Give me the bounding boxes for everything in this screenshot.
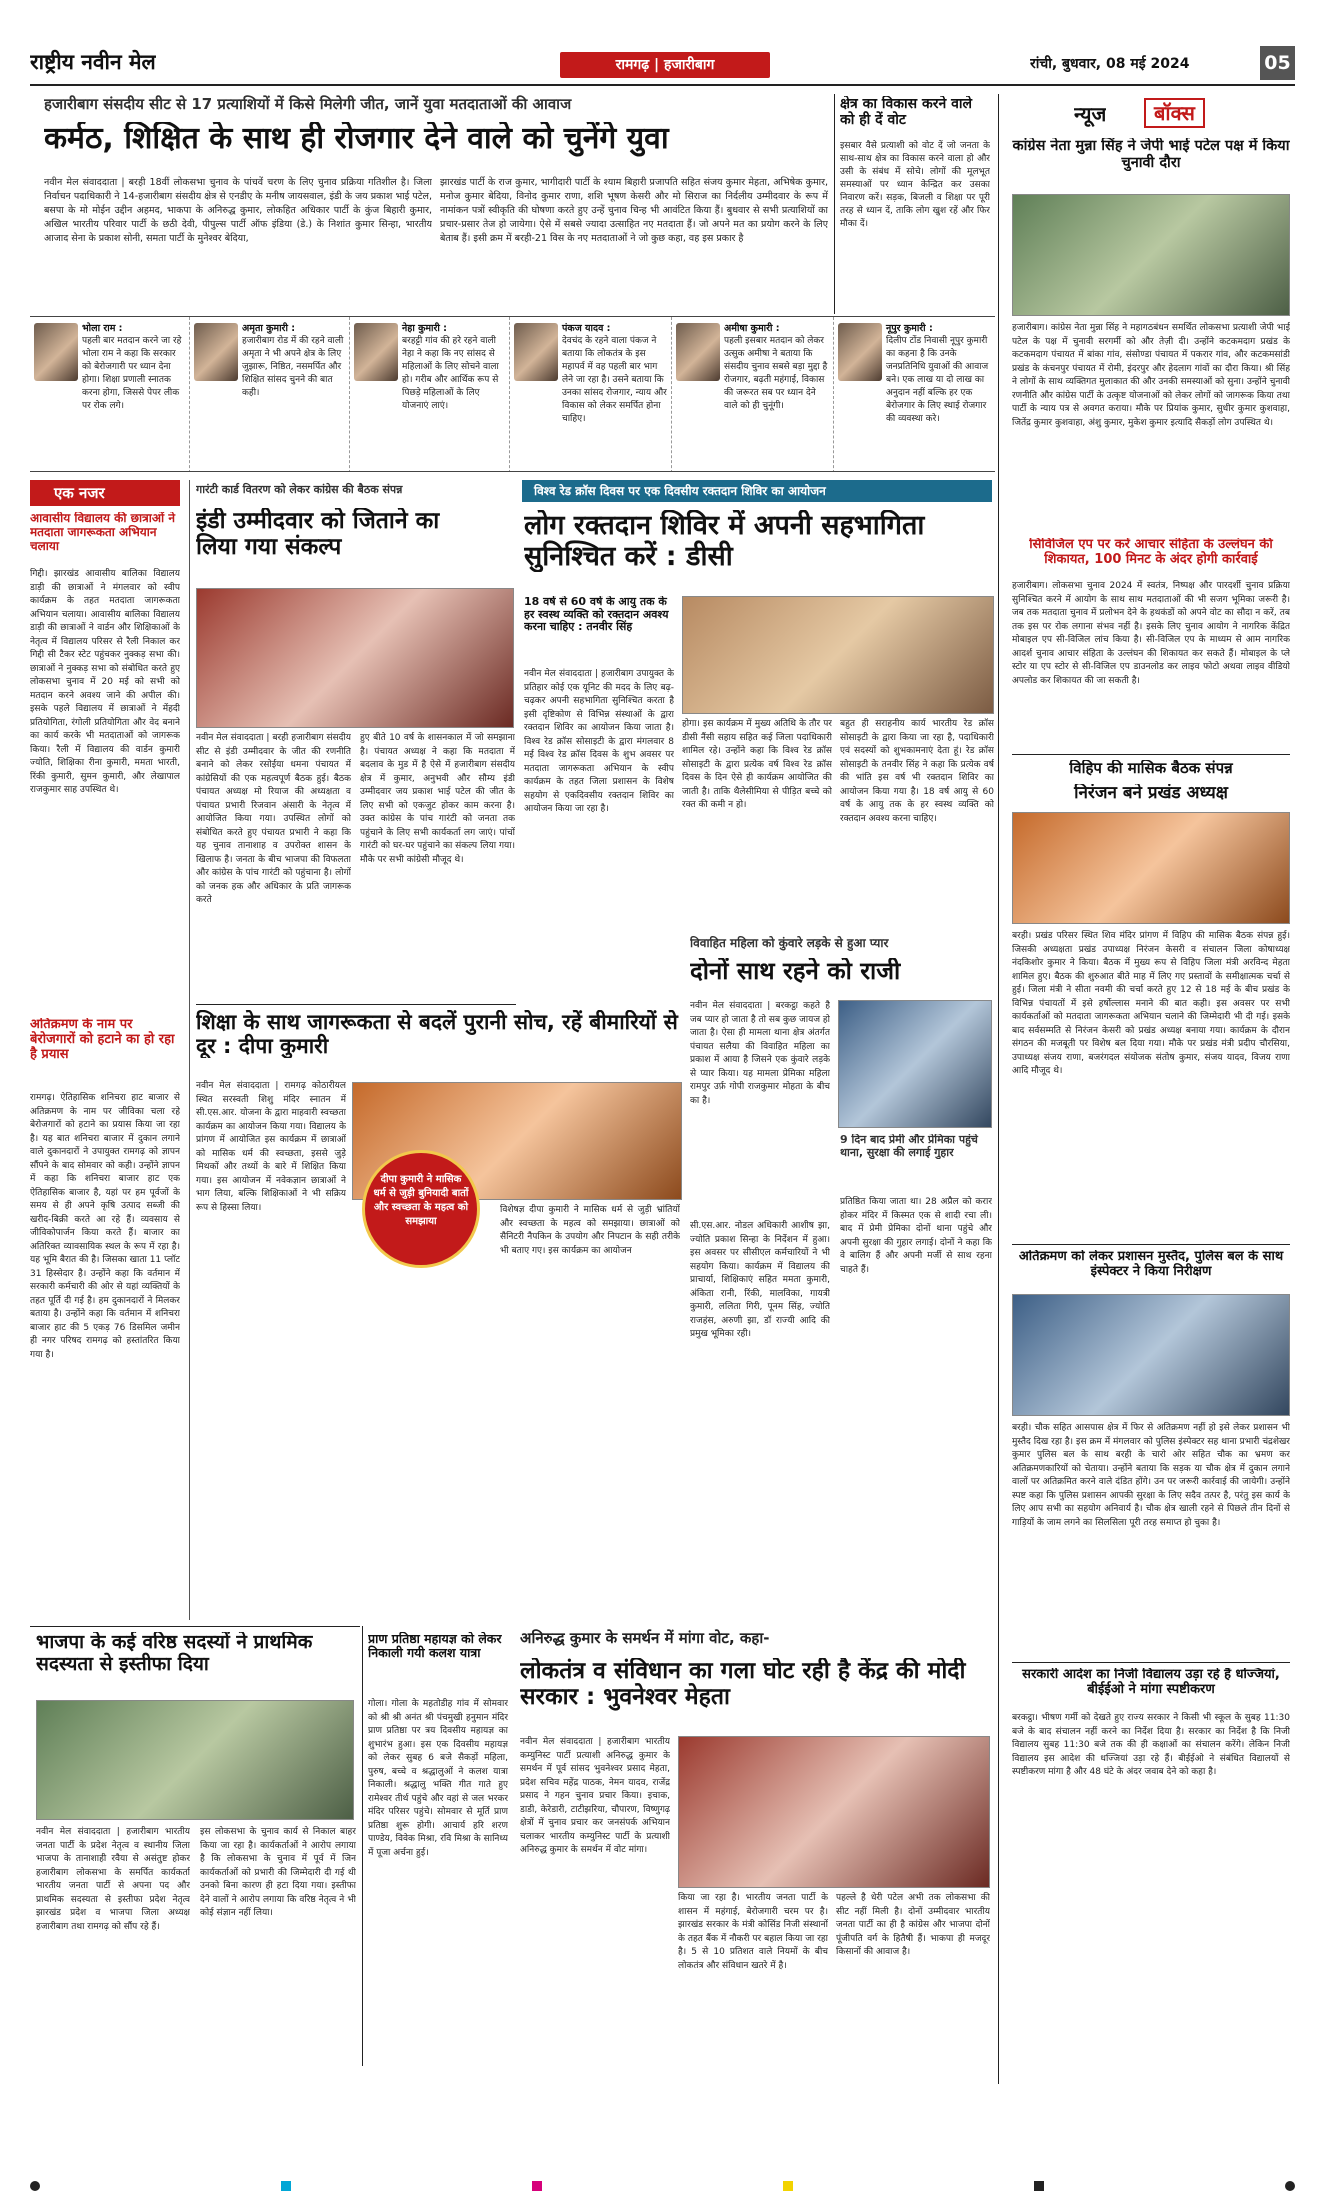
- registration-mark: [30, 2181, 40, 2191]
- registration-mark: [783, 2181, 793, 2191]
- news-box-item5-headline: सरकारी आदेश का निजी विद्यालय उड़ा रहे हैं धज्जियां, बीईईओ ने मांगा स्पष्टीकरण: [1022, 1668, 1280, 1697]
- deepa-text-col2: विशेषज्ञ दीपा कुमारी ने मासिक धर्म से जुड़ी भ्रांतियों और स्वच्छता के महत्व को समझाया। छात्राओं को सैनिटरी नैपकिन के उपयोग और निपटान के सही तरीके भी बताए गए। इस कार्यक्रम का आयोजन: [500, 1205, 680, 1256]
- news-box-column: [1004, 94, 1295, 2084]
- news-box-header: [1074, 98, 1274, 130]
- aniruddh-kicker: अनिरुद्ध कुमार के समर्थन में मांगा वोट, कहा-: [520, 1629, 770, 1647]
- love-headline: दोनों साथ रहने को राजी: [690, 958, 901, 985]
- news-box-item4-text: बरही। चौक सहित आसपास क्षेत्र में फिर से अतिक्रमण नहीं हो इसे लेकर प्रशासन भी मुस्तैद दिख रहा है। इस क्रम में मंगलवार को पुलिस इंस्पेक्टर सह थाना प्रभारी चंद्रशेखर कुमार पुलिस बल के साथ बरही के चारो ओर सहित चौक का भ्रमण कर अतिक्रमणकारियों को चेताया। उन्होंने बताया कि सड़क या चौक क्षेत्र में दुकान लगाने वालों पर अतिक्रमित करने वाले दंडित होंगे। उन पर जरूरी कार्रवाई की जायेगी। उन्होंने स्पष्ट कहा कि पुलिस प्रशासन आपकी सुरक्षा के लिए सदैव तत्पर है, परंतु इस कार्य के लिए आप सभी का सहयोग अनिवार्य है। चौक क्षेत्र खाली रहने से पिछले तीन दिनों से गाड़ियों के जाम लगने का सिलसिला पूरी तरह समाप्त हो चुका है।: [1012, 1423, 1290, 1528]
- registration-mark: [1285, 2181, 1295, 2191]
- ek-nazar-item1-headline: आवासीय विद्यालय की छात्राओं ने मतदाता जागरूकता अभियान चलाया: [30, 512, 175, 553]
- voice-card: भोला राम : पहली बार मतदान करने जा रहे भोला राम ने कहा कि सरकार को बेरोजगारी पर ध्यान देना होगा। शिक्षा प्रणाली स्नातक करना होगा, जिससे पेपर लीक पर रोक लगे।: [30, 317, 190, 472]
- portrait: [34, 323, 78, 381]
- blood-headline: लोग रक्तदान शिविर में अपनी सहभागिता सुनिश्चित करें : डीसी: [524, 510, 925, 573]
- ek-nazar-item2-text: रामगढ़। ऐतिहासिक शनिचरा हाट बाजार से अतिक्रमण के नाम पर जीविका चला रहे बेरोजगारों को हटाने का प्रयास किया जा रहा है। यह बात शनिचरा बाजार में दुकान लगाने वाले दुकानदारों ने उपायुक्त रामगढ़ को ज्ञापन सौंपने के बाद सोमवार को कही। उन्होंने ज्ञापन में कहा कि शनिचरा बाजार हाट एक ऐतिहासिक बाजार है, यहां पर हम पूर्वजों के समय से ही अपने कृषि उत्पाद सब्जी की खरीद-बिक्री करते आ रहे हैं। व्यवसाय से जीविकोपार्जन किया करते हैं। बाजार का अतिरिक्त व्यावसायिक स्थल के रूप में रहा है। यह भूमि बैरात की है। जिसका खाता 11 प्लॉट 31 हिस्सेदार है। उन्होंने कहा कि वर्तमान में सरकारी कर्मचारी की ओर से यहां व्यक्तियों के तहत पूर्ति दी गई है। हम दुकानदारों ने मिलकर बताया है। उन्होंने कहा कि वर्तमान में शनिचरा बाजार हाट की 5 एकड़ 76 डिसमिल जमीन ही नगर परिषद रामगढ़ को हस्तांतरित किया गया है।: [30, 1093, 180, 1360]
- lead-text-col2: झारखंड पार्टी के राज कुमार, भागीदारी पार्टी के श्याम बिहारी प्रजापति सहित संजय कुमार मेहता, अभिषेक कुमार, मनोज कुमार बेदिया, विनोद कुमार राणा, शशि भूषण केसरी और मो सिराज का निर्दलीय उम्मीदवार के रूप में नामांकन पत्रों स्वीकृति की घोषणा करते हुए उन्हें चुनाव चिन्ह भी आवंटित किया हैं। बुधवार से सभी प्रत्याशियों का प्रचार-प्रसार तेज हो जायेगा। ऐसे में सबसे ज्यादा उत्साहित नए मतदाता हैं। जो अपने मत का प्रयोग करने के लिए बेताब हैं। इसी क्रम में बरही-21 विस के नए मतदाताओं ने जो कुछ कहा, वह इस प्रकार है: [440, 177, 828, 244]
- portrait: [514, 323, 558, 381]
- love-kicker: विवाहित महिला को कुंवारे लड़के से हुआ प्यार: [690, 936, 889, 950]
- masthead: [30, 40, 1295, 86]
- voice-card: नूपुर कुमारी : दिलीप टोंड निवासी नूपुर कुमारी का कहना है कि उनके जनप्रतिनिधि युवाओं की आवाज बने। एक लाख या दो लाख का अनुदान नहीं बल्कि हर एक बेरोजगार के लिए स्थाई रोजगार की व्यवस्था करे।: [834, 317, 995, 472]
- congress-meeting-photo: [196, 588, 514, 728]
- deepa-text-col3-b: सी.एस.आर. नोडल अधिकारी आशीष झा, ज्योति प्रकाश सिन्हा के निर्देशन में हुआ। इस अवसर पर सीसीएल कर्मचारियों ने भी सहयोग किया। कार्यक्रम में विद्यालय की प्राचार्या, शिक्षिकाएं सहित ममता कुमारी, अंकिता रानी, रिंकी, मालविका, गायत्री कुमारी, ललिता गिरी, पूनम सिंह, ज्योति राजहंस, अरुणी झा, डॉ राज्यी आदि की प्रमुख भूमिका रही।: [690, 1221, 830, 1339]
- portrait: [354, 323, 398, 381]
- lead-kicker: हजारीबाग संसदीय सीट से 17 प्रत्याशियों में किसे मिलेगी जीत, जानें युवा मतदाताओं की आवाज: [44, 95, 572, 113]
- news-box-item3-text: बरही। प्रखंड परिसर स्थित शिव मंदिर प्रांगण में विहिप की मासिक बैठक संपन्न हुई। जिसकी अध्यक्षता प्रखंड उपाध्यक्ष निरंजन केसरी व संचालन जिला कोषाध्यक्ष नंदकिशोर कुमार ने किया। बैठक में मुख्य रूप से विहिप जिला मंत्री अरविन्द मेहता शामिल हुए। बैठक की शुरुआत बीते माह में लिए गए प्रस्तावों के समीक्षात्मक चर्चा से हुई। जिला मंत्री ने सीता नवमी की चर्चा करते हुए 12 से 18 मई के बीच प्रखंड के विभिन्न पंचायतों में इसे हर्षोल्लास मनाने की बात कही। इस अवसर पर सभी कार्यकर्ताओं को मतदाता जागरूकता अभियान चलाने की जिम्मेदारी भी दी गई। इसके बाद सर्वसम्मति से निरंजन केसरी को प्रखंड अध्यक्ष बनाया गया। कार्यक्रम के दौरान संगठन की मजबूती पर विशेष बल दिया गया। मौके पर प्रखंड मंत्री प्रदीप चौरसिया, उपाध्यक्ष संजय राणा, बजरंगदल संयोजक संतोष कुमार, संजय यादव, विजय राणा आदि मौजूद थे।: [1012, 931, 1290, 1076]
- kalash-text: गोला। गोला के महतोडीह गांव में सोमवार को श्री श्री अनंत श्री पंचमुखी हनुमान मंदिर प्राण प्रतिष्ठा पर त्रय दिवसीय महायज्ञ का शुभारंभ हुआ। इस एक दिवसीय महायज्ञ को लेकर सुबह 6 बजे सैकड़ों महिला, पुरुष, बच्चे व श्रद्धालुओं ने कलश यात्रा निकाली। श्रद्धालु भक्ति गीत गाते हुए रामेश्वर तीर्थ पहुंचे और वहां से जल भरकर मंदिर परिसर पहुंचे। सोमवार से मूर्ति प्राण प्रतिष्ठा शुरू होगी। आचार्य हरि शरण पाण्डेय, विवेक मिश्रा, रवि मिश्रा के सानिध्य में पूजा अर्चना हुई।: [368, 1699, 508, 1858]
- portrait: [194, 323, 238, 381]
- dateline: रांची, बुधवार, 08 मई 2024: [1030, 56, 1190, 72]
- news-box-item4-headline: अतिक्रमण को लेकर प्रशासन मुस्तैद, पुलिस बल के साथ इंस्पेक्टर ने किया निरीक्षण: [1018, 1250, 1284, 1279]
- bjp-text-col1: नवीन मेल संवाददाता | हजारीबाग भारतीय जनता पार्टी के प्रदेश नेतृत्व व स्थानीय जिला भाजपा के तानाशाही रवैया से असंतुष्ट होकर हजारीबाग लोकसभा के समर्पित कार्यकर्ता भारतीय जनता पार्टी से अपना पद और प्राथमिक सदस्यता से इस्तीफा प्रदेश नेतृत्व झारखंड प्रदेश व भाजपा जिला अध्यक्ष हजारीबाग तथा रामगढ़ को सौंप रहे हैं।: [36, 1827, 190, 1932]
- blood-text-col1: नवीन मेल संवाददाता | हजारीबाग उपायुक्त के प्रतिहार कोई एक यूनिट की मदद के लिए बढ़-चढ़कर अपनी सहभागिता सुनिश्चित करता है इसी दृष्टिकोण से विभिन्न संस्थाओं के द्वारा रक्तदान शिविर का आयोजन किया जाता है। विश्व रेड क्रॉस सोसाइटी के द्वारा मंगलवार 8 मई विश्व रेड क्रॉस दिवस के शुभ अवसर पर मतदाता जागरूकता अभियान के स्वीप कार्यक्रम के तहत जिला प्रशासन के विशेष सहयोग से एकदिवसीय रक्तदान शिविर का आयोजन किया जा रहा है।: [524, 669, 674, 814]
- news-box-item2-headline: सिविजिल एप पर करें आचार संहिता के उल्लंघन की शिकायत, 100 मिनट के अंदर होगी कार्रवाई: [1029, 538, 1273, 567]
- deepa-callout: [362, 1150, 480, 1268]
- ek-nazar-label: एक नजर: [30, 480, 180, 506]
- news-box-item2-text: हजारीबाग। लोकसभा चुनाव 2024 में स्वतंत्र, निष्पक्ष और पारदर्शी चुनाव प्रक्रिया सुनिश्चित करने में आयोग के साथ साथ मतदाताओं की भी सजग भूमिका जरूरी है। जब तक मतदाता चुनाव में प्रलोभन देने के हथकंडों को अपने वोट का सौदा न करें, तब तक इस पर रोक लगाना संभव नहीं है। इसके लिए चुनाव आयोग ने नागरिक केंद्रित मोबाइल एप सी-विजिल लांच किया है। सी-विजिल एप के माध्यम से आम नागरिक आदर्श चुनाव आचार संहिता के उल्लंघन की शिकायत कर सकते हैं। मोबाइल के प्ले स्टोर या एप स्टोर से सी-विजिल एप डाउनलोड कर लाइव फोटो अथवा लाइव वीडियो अपलोड कर शिकायत की जा सकती है।: [1012, 581, 1290, 686]
- blood-text-col3: बहुत ही सराहनीय कार्य भारतीय रेड क्रॉस सोसाइटी के द्वारा किया जा रहा है, पदाधिकारी एवं सदस्यों को शुभकामनाएं देता हूं। रेड क्रॉस सोसाइटी के तनवीर सिंह ने कहा कि प्रत्येक वर्ष की भांति इस वर्ष भी रक्तदान शिविर का आयोजन किया गया है। 18 वर्ष आयु से 60 वर्ष के आयु तक के हर स्वस्थ व्यक्ति को रक्तदान अवश्य करना चाहिए।: [840, 719, 994, 824]
- registration-mark: [1034, 2181, 1044, 2191]
- bjp-headline: भाजपा के कई वरिष्ठ सदस्यों ने प्राथमिक सदस्यता से इस्तीफा दिया: [36, 1632, 313, 1675]
- portrait: [838, 323, 882, 381]
- ek-nazar-item1-text: गिद्दी। झारखंड आवासीय बालिका विद्यालय डाड़ी की छात्राओं ने मंगलवार को स्वीप कार्यक्रम के तहत मतदाता जागरूकता अभियान चलाया। आवासीय बालिका विद्यालय डाड़ी की छात्राओं ने वार्डन और शिक्षिकाओं के नेतृत्व में विद्यालय परिसर से रैली निकाल कर गिद्दी सी टैकर स्टेट पहुंचकर नुक्कड़ सभा की। छात्राओं ने नुक्कड़ सभा को संबोधित करते हुए लोकसभा चुनाव में 20 मई को सभी को मतदान करने अवश्य जाने की अपील की। इसके पहले विद्यालय में छात्राओं ने मेंहदी प्रतियोगिता, रंगोली प्रतियोगिता और वेद बनाने का कार्य करके भी मतदाताओं को जागरूक किया। रैली में विद्यालय की वार्डन कुमारी ज्योति, शिक्षिका रीना कुमारी, ममता भारती, रिंकी कुमारी, सुमन कुमारी, और लेखापाल राजकुमार साह उपस्थित थे।: [30, 569, 180, 795]
- registration-strip: [30, 2180, 1295, 2192]
- news-box-item3-subheadline: निरंजन बने प्रखंड अध्यक्ष: [1074, 784, 1228, 803]
- aniruddh-text-col2: किया जा रहा है। भारतीय जनता पार्टी के शासन में महंगाई, बेरोजगारी चरम पर है। झारखंड सरकार के मंत्री कोसिंड निजी संस्थानों के तहत बैंक में नौकरी पर बहाल किया जा रहा है। 5 से 10 प्रतिशत वाले नियमों के बीच लोकतंत्र और संविधान खतरे में है।: [678, 1893, 828, 1971]
- registration-mark: [532, 2181, 542, 2191]
- lead-side-headline: क्षेत्र का विकास करने वाले को ही दें वोट: [840, 96, 973, 129]
- bjp-text-col2: इस लोकसभा के चुनाव कार्य से निकाल बाहर किया जा रहा है। कार्यकर्ताओं ने आरोप लगाया है कि लोकसभा के चुनाव में पूर्व में जिन कार्यकर्ताओं को प्रभारी की जिम्मेदारी दी गई थी उनको बिना कारण ही हटा दिया गया। इस्तीफा देने वालों ने आरोप लगाया कि वरिष्ठ नेतृत्व ने भी कोई संज्ञान नहीं लिया।: [200, 1827, 356, 1918]
- voice-card: नेहा कुमारी : बरहट्टी गांव की हरे रहने वाली नेहा ने कहा कि नए सांसद से महिलाओं के लिए सोचने वाला हो। गरीब और आर्थिक रूप से पिछड़े महिलाओं के लिए योजनाएं लाएं।: [350, 317, 510, 472]
- portrait: [676, 323, 720, 381]
- couple-photo: [838, 1000, 992, 1128]
- kalash-headline: प्राण प्रतिष्ठा महायज्ञ को लेकर निकाली गयी कलश यात्रा: [368, 1632, 502, 1661]
- blood-quote: 18 वर्ष से 60 वर्ष के आयु तक के हर स्वस्थ व्यक्ति को रक्तदान अवश्य करना चाहिए : तनवीर सिंह: [524, 596, 669, 634]
- news-box-label-b: बॉक्स: [1144, 98, 1205, 128]
- bjp-members-photo: [36, 1700, 354, 1820]
- news-box-item1-headline: कांग्रेस नेता मुन्ना सिंह ने जेपी भाई पटेल पक्ष में किया चुनावी दौरा: [1012, 138, 1290, 171]
- voice-card: पंकज यादव : देवचंद के रहने वाला पंकज ने बताया कि लोकतंत्र के इस महापर्व में वह पहली बार भाग लेने जा रहा है। उसने बताया कि उनका सांसद रोजगार, न्याय और विकास को लेकर समर्पित होना चाहिए।: [510, 317, 672, 472]
- ek-nazar-item2-headline: अतिक्रमण के नाम पर बेरोजगारों को हटाने का हो रहा है प्रयास: [30, 1018, 175, 1062]
- voice-card: अमीषा कुमारी : पहली इसबार मतदान को लेकर उत्सुक अमीषा ने बताया कि संसदीय चुनाव सबसे बड़ा मुद्दा है रोजगार, बढ़ती महंगाई, विकास की जरूरत सब पर ध्यान देने वाले को ही चुनूंगी।: [672, 317, 834, 472]
- aniruddh-rally-photo: [678, 1736, 990, 1888]
- blood-text-col2: होगा। इस कार्यक्रम में मुख्य अतिथि के तौर पर डीसी नैंसी सहाय सहित कई जिला पदाधिकारी शामिल रहे। उन्होंने कहा कि विश्व रेड क्रॉस सोसाइटी के द्वारा प्रत्येक वर्ष विश्व रेड क्रॉस दिवस के दिन ऐसे ही कार्यक्रम आयोजित की जाती है। ताकि थैलेसीमिया से पीड़ित बच्चे को रक्त की कमी न हो।: [682, 719, 832, 810]
- police-inspection-photo: [1012, 1294, 1290, 1416]
- love-text-col2: प्रतिष्ठित किया जाता था। 28 अप्रैल को करार होकर मंदिर में किस्मत एक से शादी रचा ली। बाद में प्रेमी प्रेमिका दोनों थाना पहुंचे और अपनी सुरक्षा की गुहार लगाई। दोनों ने कहा कि वे बालिग हैं और अपनी मर्जी से साथ रहना चाहते हैं।: [840, 1197, 992, 1275]
- voice-card: अमृता कुमारी : हजारीबाग रोड में की रहने वाली अमृता ने भी अपने क्षेत्र के लिए जुझारू, निष्ठित, नसमर्पित और शिक्षित सांसद चुनने की बात कही।: [190, 317, 350, 472]
- deepa-callout-text: दीपा कुमारी ने मासिक धर्म से जुड़ी बुनियादी बातों और स्वच्छता के महत्व को समझाया: [373, 1174, 469, 1227]
- lead-text-col1: नवीन मेल संवाददाता | बरही 18वीं लोकसभा चुनाव के पांचवें चरण के लिए चुनाव प्रक्रिया गतिशील है। जिला निर्वाचन पदाधिकारी ने 14-हजारीबाग संसदीय क्षेत्र से एनडीए के मनीष जायसवाल, इंडी के जय प्रकाश भाई पटेल, बसपा के मो मोईन उद्दीन अहमद, भाकपा के अनिरुद्ध कुमार, लोकहित अधिकार पार्टी के कुंज बिहारी कुमार, अखिल भारतीय परिवार पार्टी के छठी देवी, पीपुल्स पार्टी ऑफ इंडिया (डे.) के निशांत कुमार सिन्हा, भारतीय आजाद सेना के प्रकाश सोनी, समता पार्टी के मुनेश्वर बेदिया,: [44, 177, 432, 244]
- congress-text-col1: नवीन मेल संवाददाता | बरही हजारीबाग संसदीय सीट से इंडी उम्मीदवार के जीत की रणनीति बनाने को लेकर रसोईया धमना पंचायत में कांग्रेसियों की एक महत्वपूर्ण बैठक हुई। बैठक पंचायत अध्यक्ष मो रियाज की अध्यक्षता व पंचायत प्रभारी रिजवान अंसारी के नेतृत्व में आयोजित किया गया। उपस्थित लोगों को संबोधित करते हुए पंचायत प्रभारी ने कहा कि यह चुनाव तानाशाह व उपरोक्त शासन के खिलाफ है। जनता के बीच भाजपा की विफलता और कांग्रेस के पांच गारंटी को पहुंचाना है। लोगों को जनक हक और अधिकार के प्रति जागरूक करते: [196, 733, 351, 905]
- news-box-item5-text: बरकट्ठा। भीषण गर्मी को देखते हुए राज्य सरकार ने किसी भी स्कूल के सुबह 11:30 बजे के बाद संचालन नहीं करने का निर्देश दिया है। सरकार का निर्देश है कि निजी विद्यालय सुबह 11:30 बजे तक की ही कक्षाओं का संचालन करेंगे। लेकिन निजी विद्यालय इस आदेश की धज्जियां उड़ा रहे हैं। बीईईओ ने संबंधित विद्यालयों से स्पष्टीकरण मांगा है और 48 घंटे के अंदर जवाब देने को कहा है।: [1012, 1713, 1290, 1777]
- blood-kicker: विश्व रेड क्रॉस दिवस पर एक दिवसीय रक्तदान शिविर का आयोजन: [522, 480, 992, 502]
- aniruddh-text-col1: नवीन मेल संवाददाता | हजारीबाग भारतीय कम्युनिस्ट पार्टी प्रत्याशी अनिरुद्ध कुमार के समर्थन में पूर्व सांसद भुवनेश्वर प्रसाद मेहता, प्रदेश सचिव महेंद्र पाठक, नेमन यादव, राजेंद्र प्रसाद ने गहन चुनाव प्रचार किया। इचाक, डाडी, केरेडारी, टाटीझरिया, चौपारण, विष्णुगढ़ क्षेत्रों में चुनाव प्रचार कर जनसंपर्क अभियान चलाकर भारतीय कम्युनिस्ट पार्टी के प्रत्याशी अनिरुद्ध कुमार के समर्थन में वोट मांगा।: [520, 1737, 670, 1855]
- ek-nazar-column: [30, 480, 190, 1620]
- congress-text-col2: हुए बीते 10 वर्ष के शासनकाल में जो समझाना है। पंचायत अध्यक्ष ने कहा कि मतदाता में बदलाव के मुड में है ऐसे में हजारीबाग संसदीय क्षेत्र में कुमार, अनुभवी और सौम्य इंडी उम्मीदवार जय प्रकाश भाई पटेल की जीत के लिए सभी को एकजुट होकर काम करना है। उक्त कांग्रेस के पांच गारंटी को जनता तक पहुंचाने के लिए सभी कार्यकर्ता लग जाएं। पांचों गारंटी को घर-घर पहुंचाने का संकल्प लिया गया। मौके पर सभी कांग्रेसी मौजूद थे।: [360, 733, 515, 865]
- deepa-headline: शिक्षा के साथ जागरूकता से बदलें पुरानी सोच, रहें बीमारियों से दूर : दीपा कुमारी: [196, 1010, 678, 1059]
- blood-donation-photo: [682, 596, 994, 714]
- registration-mark: [281, 2181, 291, 2191]
- aniruddh-text-col3: पहल्ले है धेरी पटेल अभी तक लोकसभा की सीट नहीं मिली है। दोनों उम्मीदवार भारतीय जनता पार्टी का ही है कांग्रेस और भाजपा दोनों पूंजीपति वर्ग के हितैषी हैं। भाकपा ही मजदूर किसानों की आवाज है।: [836, 1893, 990, 1957]
- deepa-text-col1: नवीन मेल संवाददाता | रामगढ़ कोठारीयल स्थित सरस्वती शिशु मंदिर स्नातन में सी.एस.आर. योजना के द्वारा माहवारी स्वच्छता कार्यक्रम का आयोजन किया गया। विद्यालय के प्रांगण में आयोजित इस कार्यक्रम में छात्राओं को मासिक धर्म की स्वच्छता, इससे जुड़े मिथकों और तथ्यों के बारे में शिक्षित किया गया। इस आयोजन में नवेकज्ञान छात्राओं ने भाग लिया, बल्कि शिक्षिकाओं ने भी सक्रिय रूप से हिस्सा लिया।: [196, 1081, 346, 1213]
- love-text-col1: नवीन मेल संवाददाता | बरकट्ठा कहते है जब प्यार हो जाता है तो सब कुछ जायज हो जाता है। ऐसा ही मामला थाना क्षेत्र अंतर्गत पंचायत सलैया की विवाहित महिला का प्रकाश में आया है जिसने एक कुंवारे लड़के से प्यार किया। यह मामला प्रेमिका महिला रामपुर उर्फ़ गोपी राजकुमार मोहता के बीच का है।: [690, 1001, 830, 1106]
- congress-headline: इंडी उम्मीदवार को जिताने का लिया गया संकल्प: [196, 508, 440, 561]
- love-photo-caption: 9 दिन बाद प्रेमी और प्रेमिका पहुंचे थाना, सुरक्षा की लगाई गुहार: [840, 1134, 978, 1159]
- page-number: 05: [1260, 46, 1295, 80]
- vhp-meeting-photo: [1012, 812, 1290, 924]
- munna-singh-photo: [1012, 194, 1290, 316]
- news-box-item3-headline: विहिप की मासिक बैठक संपन्न: [1069, 760, 1233, 777]
- news-box-item1-text: हजारीबाग। कांग्रेस नेता मुन्ना सिंह ने महागठबंधन समर्थित लोकसभा प्रत्याशी जेपी भाई पटेल के पक्ष में चुनावी सरगर्मी को और तेज़ी दी। उन्होंने कटकमदाग प्रखंड के कटकमदाग पंचायत में बांका गांव, संसोण्डा पंचायत में पकरार गांव, और कटकमसांडी प्रखंड के कंचनपुर पंचायत में रोमी, इंदरपुर और हेदलाग गांवों का दौरा किया। श्री सिंह ने लोगों के साथ व्यक्तिगत मुलाकात की और उनकी समस्याओं को सुना। उन्होंने चुनावी रणनीति और कांग्रेस पार्टी के उत्कृष्ट योजनाओं को लेकर लोगों को जागरूक किया तथा पार्टी के न्याय पत्र से अवगत कराया। मौके पर प्रियांक कुमार, सुधीर कुमार कुशवाहा, जितेंद्र कुमार कुशवाहा, अंशु कुमार, मुकेश कुमार इत्यादि सैकड़ों लोग उपस्थित थे।: [1012, 323, 1290, 428]
- voices-strip: [30, 316, 995, 472]
- lead-side-text: इसबार वैसे प्रत्याशी को वोट दें जो जनता के साथ-साथ क्षेत्र का विकास करने वाला हो और उसी के संबंध में सोचे। लोगों की मूलभूत समस्याओं पर ध्यान केन्द्रित कर उसका निवारण करें। सड़क, बिजली व शिक्षा पर पूरी तरह से ध्यान दें, ताकि लोग खुश रहें और फिर मौका दें।: [840, 141, 990, 229]
- news-box-label-a: न्यूज: [1074, 102, 1107, 126]
- aniruddh-headline: लोकतंत्र व संविधान का गला घोट रही है केंद्र की मोदी सरकार : भुवनेश्वर मेहता: [520, 1658, 966, 1711]
- congress-kicker: गारंटी कार्ड वितरण को लेकर कांग्रेस की बैठक संपन्न: [196, 483, 403, 496]
- lead-headline: कर्मठ, शिक्षित के साथ ही रोजगार देने वाले को चुनेंगे युवा: [44, 122, 669, 156]
- section-label: रामगढ़ | हजारीबाग: [560, 52, 770, 78]
- paper-name: राष्ट्रीय नवीन मेल: [30, 50, 156, 74]
